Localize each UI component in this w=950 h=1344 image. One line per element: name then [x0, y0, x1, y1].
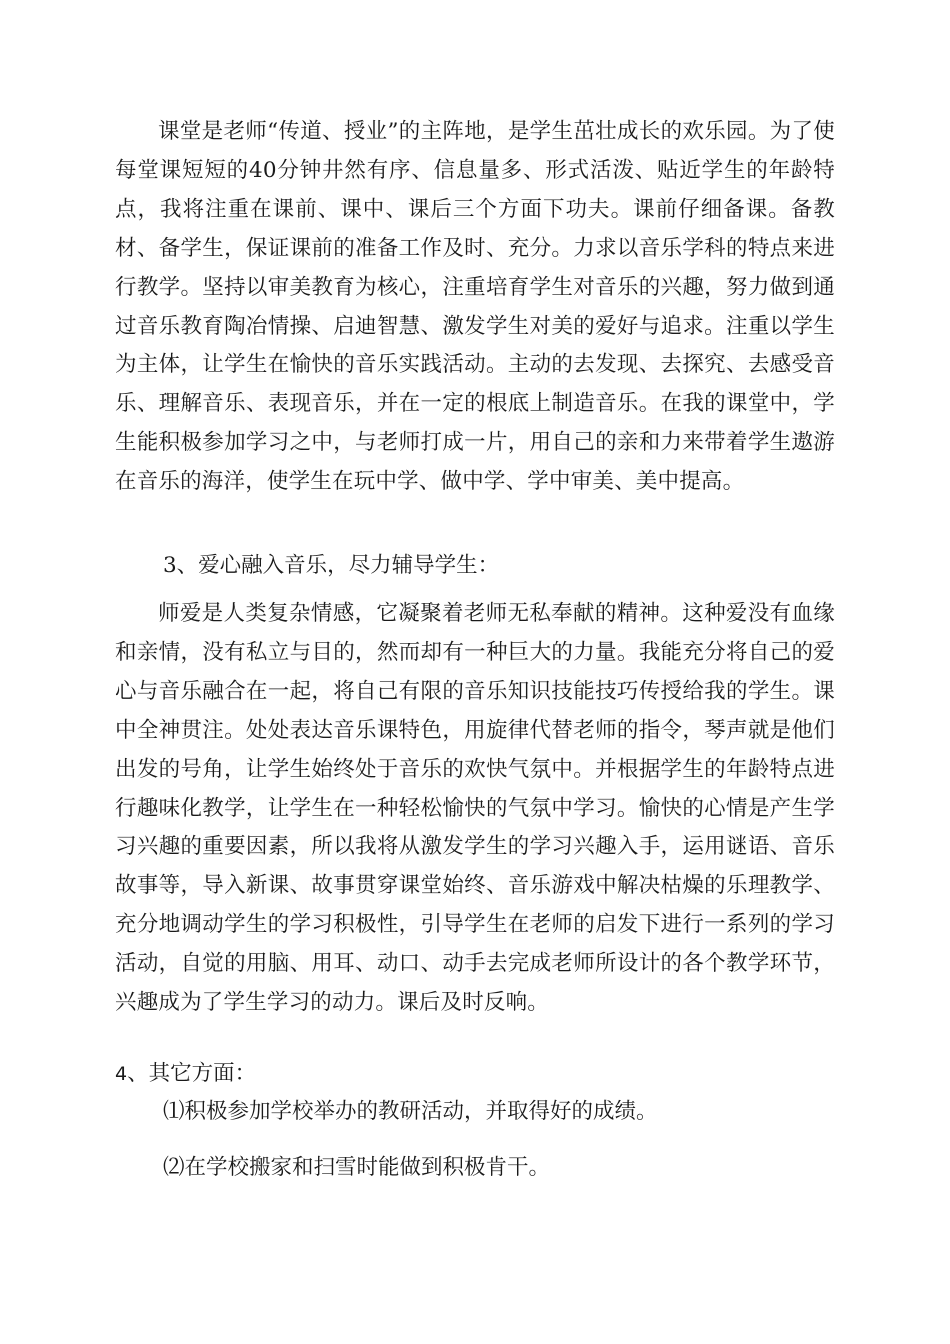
body-paragraph: 师爱是人类复杂情感，它凝聚着老师无私奉献的精神。这种爱没有血缘和亲情，没有私立与目的，然而却有一种巨大的力量。我能充分将自己的爱心与音乐融合在一起，将自己有限的音乐知识技能技巧传授给我的学生。课中全神贯注。处处表达音乐课特色，用旋律代替老师的指令，琴声就是他们出发的号角，让学生始终处于音乐的欢快气氛中。并根据学生的年龄特点进行趣味化教学，让学生在一种轻松愉快的气氛中学习。愉快的心情是产生学习兴趣的重要因素，所以我将从激发学生的学习兴趣入手，运用谜语、音乐故事等，导入新课、故事贯穿课堂始终、音乐游戏中解决枯燥的乐理教学、充分地调动学生的学习积极性，引导学生在老师的启发下进行一系列的学习活动，自觉的用脑、用耳、动口、动手去完成老师所设计的各个教学环节，兴趣成为了学生学习的动力。课后及时反响。	[115, 601, 835, 1016]
body-paragraph: 课堂是老师“传道、授业”的主阵地，是学生茁壮成长的欢乐园。为了使每堂课短短的40分钟井然有序、信息量多、形式活泼、贴近学生的年龄特点，我将注重在课前、课中、课后三个方面下功夫。课前仔细备课。备教材、备学生，保证课前的准备工作及时、充分。力求以音乐学科的特点来进行教学。坚持以审美教育为核心，注重培育学生对音乐的兴趣，努力做到通过音乐教育陶冶情操、启迪智慧、激发学生对美的爱好与追求。注重以学生为主体，让学生在愉快的音乐实践活动。主动的去发现、去探究、去感受音乐、理解音乐、表现音乐，并在一定的根底上制造音乐。在我的课堂中，学生能积极参加学习之中，与老师打成一片，用自己的亲和力来带着学生遨游在音乐的海洋，使学生在玩中学、做中学、学中审美、美中提高。	[115, 119, 835, 495]
section-heading: 3、爱心融入音乐，尽力辅导学生：	[163, 553, 500, 578]
list-item: ⑴积极参加学校举办的教研活动，并取得好的成绩。	[163, 1099, 658, 1124]
section-number: 4	[115, 1063, 128, 1085]
section-title: 、其它方面：	[127, 1061, 257, 1086]
section-heading	[115, 1059, 256, 1089]
list-item: ⑵在学校搬家和扫雪时能做到积极肯干。	[163, 1155, 551, 1180]
